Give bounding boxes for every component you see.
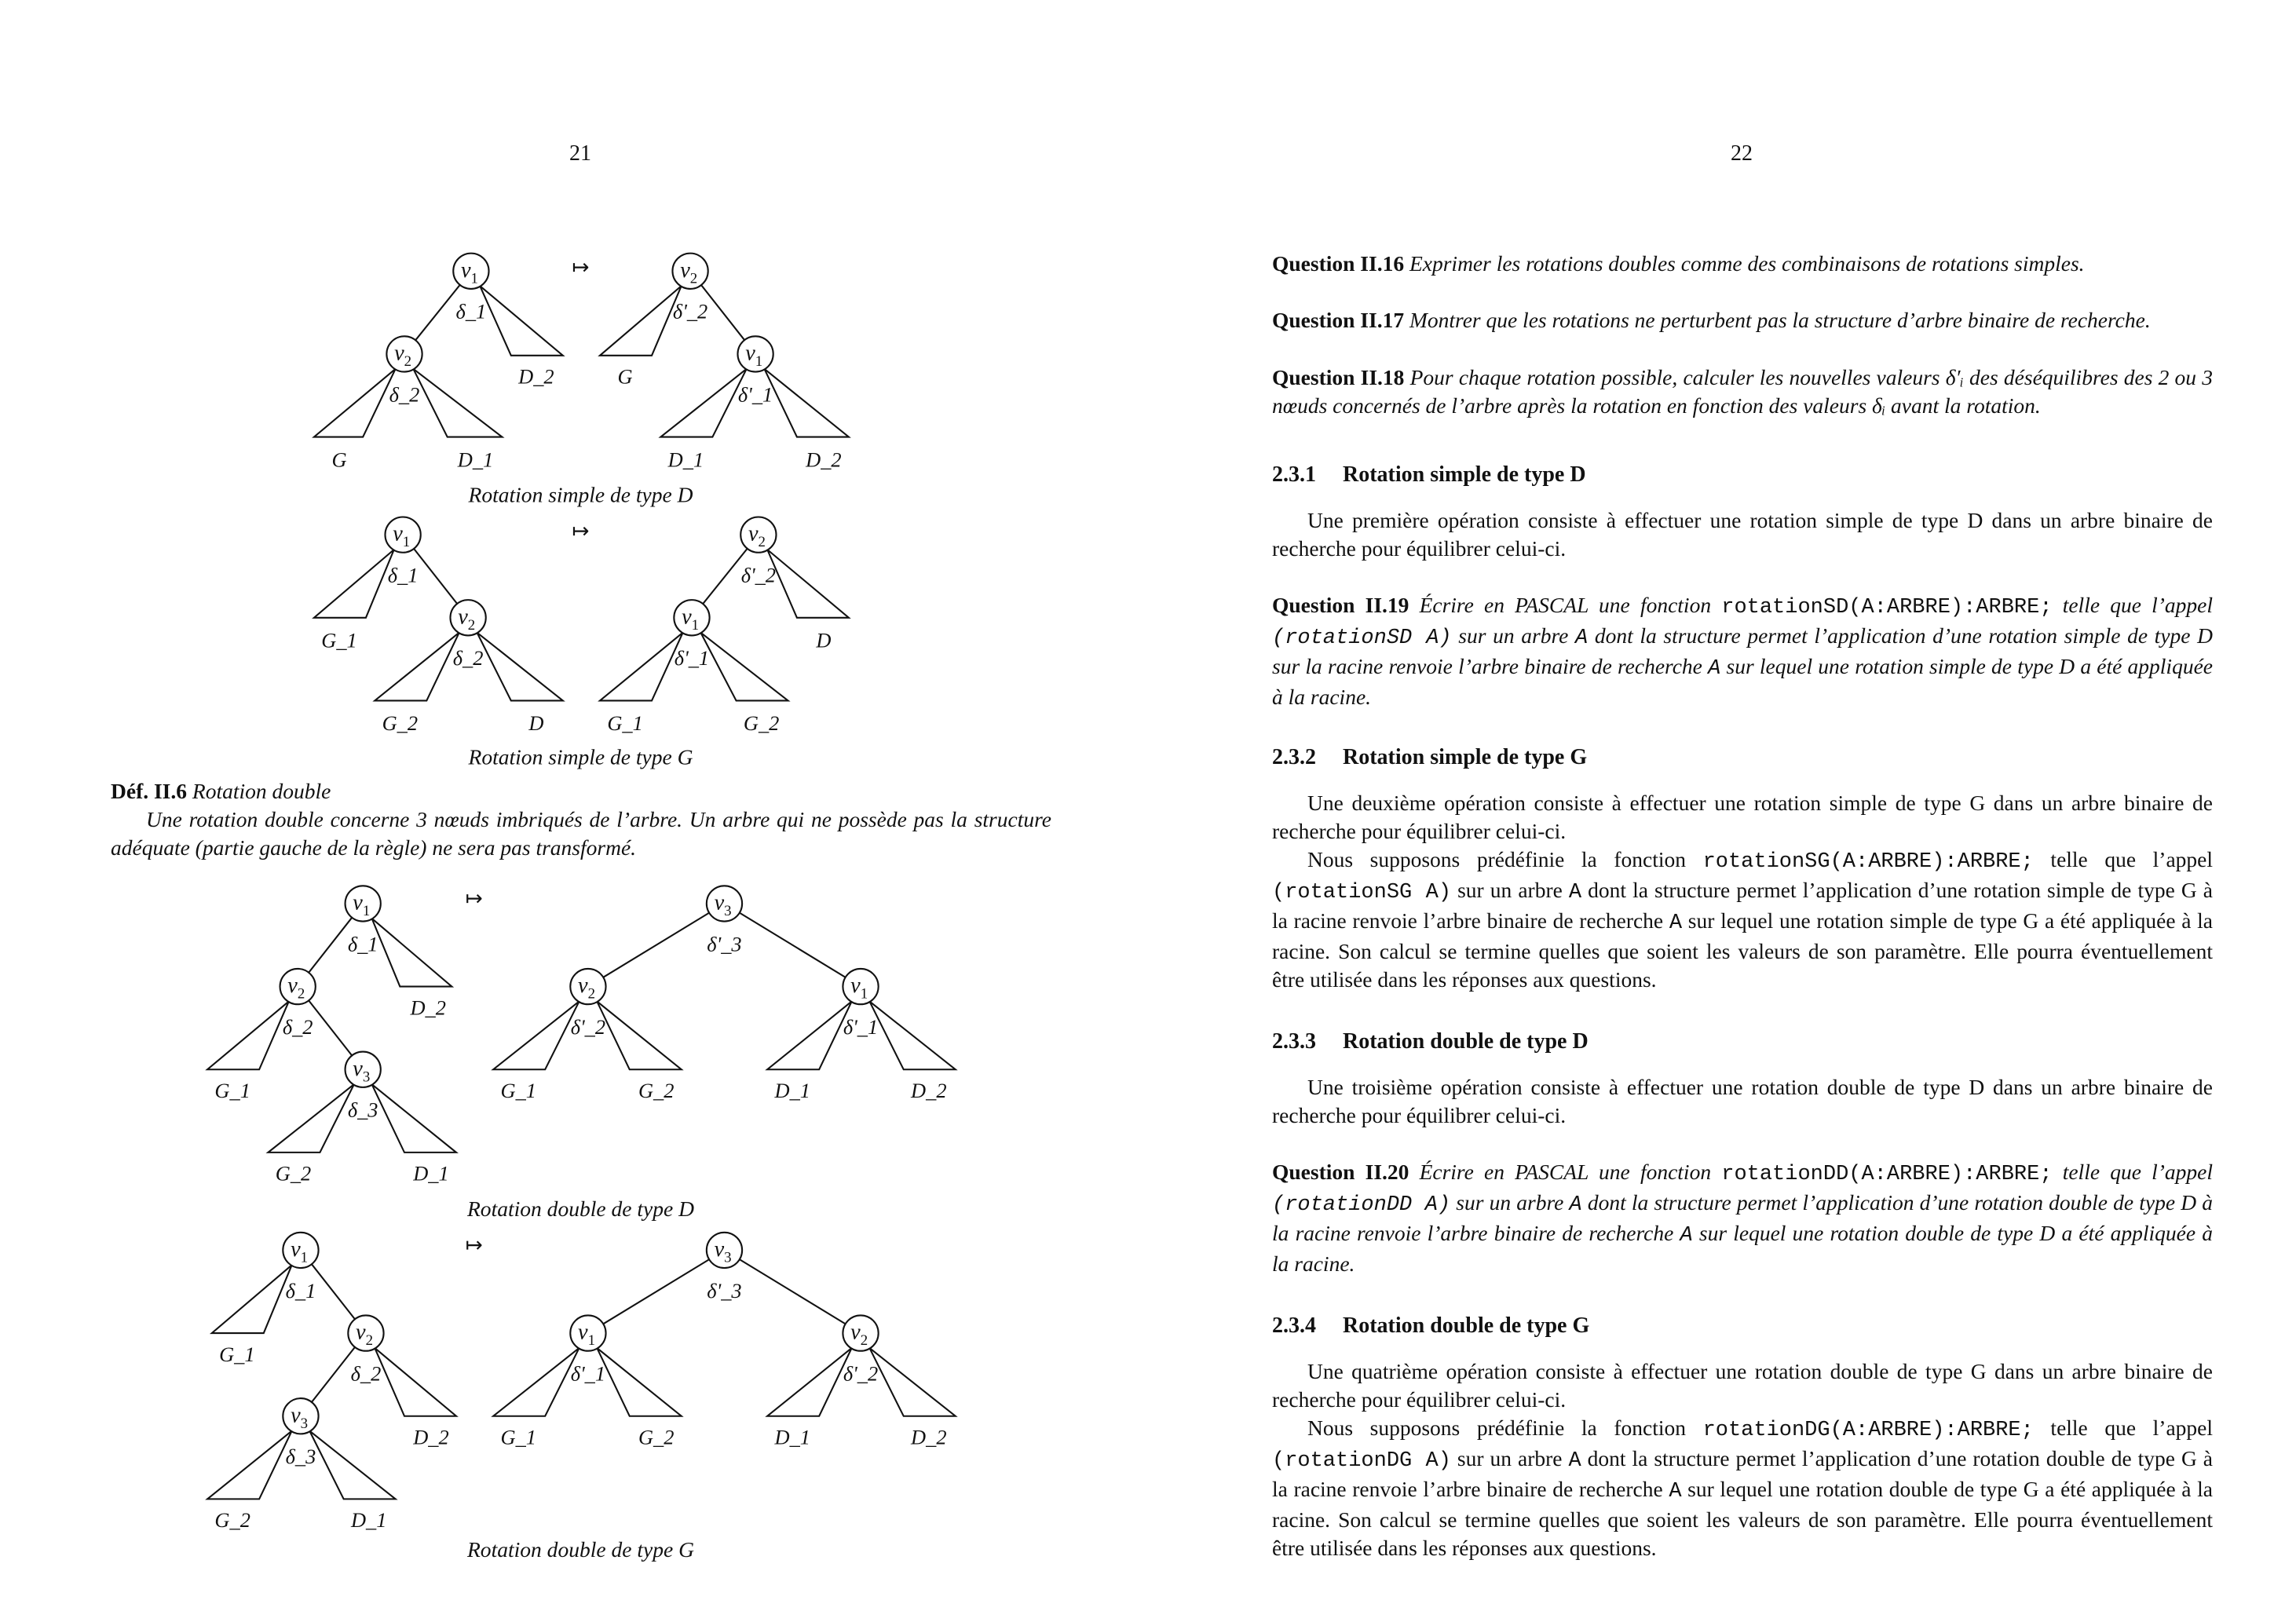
balance-label: δ'_1 [843, 1014, 879, 1039]
definition-title [111, 777, 1051, 806]
balance-label: δ_2 [350, 1361, 382, 1386]
tree-edge [588, 1250, 725, 1333]
diagram-caption: Rotation double de type G [466, 1536, 694, 1562]
balance-label: δ_3 [347, 1098, 378, 1122]
node-label: $v_2$ [850, 1320, 868, 1350]
question-II-19 [1272, 591, 2213, 711]
text-segment: Rotation double [187, 779, 331, 803]
subtree-triangle [371, 919, 452, 987]
subtree-triangle [767, 1001, 852, 1069]
subtree-triangle [493, 1348, 579, 1416]
node-label: $v_2$ [356, 1320, 374, 1350]
section-heading-2-3-1 [1272, 461, 2213, 489]
text-segment: Une deuxième opération consiste à effectuer une rotation simple de type G dans un arbre binaire de recherche pour équilibrer celui-ci. [1272, 791, 2213, 843]
balance-label: δ'_1 [674, 646, 710, 670]
section-heading-2-3-2 [1272, 743, 2213, 772]
subtree-label: G_2 [743, 711, 780, 736]
subtree-triangle [480, 286, 563, 356]
code-text: A [1669, 1480, 1682, 1503]
subtree-label: G_2 [275, 1161, 312, 1185]
text-segment: sur un arbre [1450, 1190, 1570, 1215]
balance-label: δ'_3 [707, 932, 742, 956]
tree-before [207, 1233, 456, 1532]
text-segment: telle que l’appel [2052, 1160, 2214, 1184]
rotation-diagram [207, 886, 956, 1221]
code-text: A [1669, 911, 1683, 935]
subtree-label: G_1 [500, 1079, 536, 1103]
text-segment: Une première opération consiste à effectuer une rotation simple de type D dans un arbre binaire de recherche pour équilibrer celui-ci. [1272, 508, 2213, 561]
subtree-label: G_2 [638, 1425, 675, 1449]
rotation-diagram [207, 1233, 956, 1562]
text-segment: Pour chaque rotation possible, calculer les nouvelles valeurs δ′ᵢ des déséquilibres des 2 ou 3 nœuds concernés de l’arbre après la rotation en fonction des valeurs δᵢ avant la rotation. [1272, 365, 2213, 418]
tree-edge [724, 904, 861, 987]
diagram-caption: Rotation simple de type D [468, 482, 693, 507]
subtree-label: D_1 [457, 448, 494, 472]
subtree-label: D_2 [911, 1425, 947, 1449]
section-title: Rotation simple de type G [1343, 745, 1588, 769]
section-number: 2.3.4 [1272, 1313, 1316, 1338]
subtree-label: G_1 [219, 1342, 255, 1366]
question-II-16 [1272, 250, 2213, 278]
text-segment: Une rotation double concerne 3 nœuds imbriqués de l’arbre. Un arbre qui ne possède pas la structure adéquate (partie gauche de la règle) ne sera pas transformé. [111, 807, 1051, 860]
node-label: $v_1$ [682, 605, 700, 634]
code-text: A [1574, 627, 1589, 650]
label-bold: Question II.19 [1272, 593, 1409, 617]
balance-label: δ_1 [285, 1278, 316, 1302]
subtree-triangle [493, 1001, 579, 1069]
code-text: A [1708, 657, 1721, 681]
text-segment: sur un arbre [1450, 1446, 1569, 1470]
rotation-diagram [314, 254, 849, 507]
maps-to-arrow-icon: ↦ [465, 1233, 483, 1258]
node-label: $v_2$ [680, 258, 698, 287]
text-segment: sur un arbre [1451, 878, 1569, 902]
subtree-triangle [375, 633, 459, 701]
code-text: A [1568, 881, 1582, 904]
section-number: 2.3.2 [1272, 745, 1316, 769]
subtree-triangle [660, 369, 746, 437]
tree-after [493, 886, 956, 1102]
balance-label: δ'_1 [570, 1361, 606, 1386]
balance-label: δ'_3 [707, 1278, 742, 1302]
node-label: $v_2$ [287, 974, 305, 1003]
subtree-label: D [528, 711, 544, 736]
code-text: (rotationSG A) [1272, 881, 1452, 904]
code-text: A [1569, 1193, 1582, 1217]
code-text: (rotationSD A) [1272, 627, 1452, 650]
subtree-triangle [767, 1348, 852, 1416]
subtree-label: D_2 [911, 1079, 947, 1103]
code-text: rotationDD(A:ARBRE):ARBRE; [1721, 1163, 2053, 1186]
subtree-triangle [700, 633, 788, 701]
subtree-label: G_2 [382, 711, 419, 736]
label-bold: Déf. II.6 [111, 779, 188, 803]
subtree-triangle [207, 1431, 292, 1500]
node-label: $v_3$ [291, 1403, 309, 1432]
question-II-20 [1272, 1158, 2213, 1278]
section-title: Rotation simple de type D [1343, 462, 1586, 487]
tree-after [493, 1233, 956, 1449]
paragraph-2-3-4-a [1272, 1357, 2213, 1414]
node-label: $v_1$ [393, 521, 411, 551]
subtree-label: G_2 [638, 1079, 675, 1103]
subtree-triangle [314, 550, 394, 618]
subtree-label: G_1 [321, 628, 357, 652]
question-II-18 [1272, 363, 2213, 420]
text-segment: dont la structure permet l’application d’une rotation simple de type D sur la racine renvoie l’arbre binaire de recherche [1272, 623, 2213, 678]
section-number: 2.3.1 [1272, 462, 1316, 487]
subtree-label: D [816, 628, 832, 652]
text-segment: Montrer que les rotations ne perturbent pas la structure d’arbre binaire de recherche. [1404, 308, 2151, 332]
node-label: $v_2$ [394, 341, 412, 371]
subtree-triangle [597, 1348, 682, 1416]
section-title: Rotation double de type D [1343, 1029, 1589, 1054]
code-text: rotationDG(A:ARBRE):ARBRE; [1702, 1419, 2034, 1442]
node-label: $v_2$ [458, 605, 476, 634]
subtree-triangle [309, 1431, 395, 1500]
subtree-triangle [375, 1348, 456, 1416]
page-number-right: 22 [1731, 141, 1753, 166]
paragraph-2-3-3 [1272, 1073, 2213, 1130]
node-label: $v_1$ [850, 974, 868, 1003]
subtree-label: G_1 [607, 711, 643, 736]
text-segment: telle que l’appel [2033, 1416, 2213, 1440]
question-II-17 [1272, 306, 2213, 334]
subtree-label: G_1 [214, 1079, 250, 1103]
balance-label: δ'_2 [843, 1361, 879, 1386]
node-label: $v_2$ [748, 521, 766, 551]
diagram-caption: Rotation double de type D [466, 1196, 694, 1222]
paragraph-2-3-1 [1272, 506, 2213, 563]
balance-label: δ_2 [282, 1014, 313, 1039]
subtree-triangle [477, 633, 562, 701]
maps-to-arrow-icon: ↦ [572, 518, 590, 543]
section-heading-2-3-4 [1272, 1312, 2213, 1340]
node-label: $v_2$ [578, 974, 596, 1003]
subtree-triangle [764, 369, 849, 437]
balance-label: δ'_1 [737, 382, 773, 407]
tree-before [314, 517, 563, 735]
code-text: A [1680, 1224, 1693, 1248]
balance-label: δ'_2 [740, 563, 777, 587]
section-title: Rotation double de type G [1343, 1313, 1590, 1338]
code-text: (rotationDG A) [1272, 1449, 1451, 1473]
subtree-label: D_1 [350, 1508, 387, 1532]
code-text: rotationSG(A:ARBRE):ARBRE; [1702, 850, 2034, 874]
code-text: (rotationDD A) [1272, 1193, 1451, 1217]
paragraph-2-3-2-a [1272, 789, 2213, 846]
paragraph-2-3-4-b [1272, 1414, 2213, 1562]
subtree-triangle [600, 286, 682, 356]
node-label: $v_1$ [745, 341, 763, 371]
subtree-triangle [413, 369, 502, 437]
subtree-label: D_2 [410, 995, 446, 1020]
subtree-label: D_2 [806, 448, 842, 472]
subtree-label: G [617, 364, 633, 389]
subtree-triangle [869, 1348, 955, 1416]
maps-to-arrow-icon: ↦ [465, 886, 483, 911]
text-segment: dont la structure permet l’application d’une rotation simple de type G à la racine renvoie l’arbre binaire de recherche [1272, 878, 2213, 933]
subtree-triangle [207, 1001, 289, 1069]
subtree-label: G_1 [500, 1425, 536, 1449]
section-number: 2.3.3 [1272, 1029, 1316, 1054]
text-segment: Écrire en PASCAL une fonction [1409, 593, 1722, 617]
balance-label: δ_2 [452, 646, 484, 670]
node-label: $v_3$ [714, 890, 732, 920]
text-segment: Exprimer les rotations doubles comme des combinaisons de rotations simples. [1404, 251, 2085, 276]
code-text: rotationSD(A:ARBRE):ARBRE; [1721, 596, 2053, 619]
subtree-label: D_2 [518, 364, 554, 389]
text-segment: Écrire en PASCAL une fonction [1409, 1160, 1722, 1184]
text-segment: dont la structure permet l’application d’une rotation double de type G à la racine renvoie l’arbre binaire de recherche [1272, 1446, 2214, 1501]
subtree-label: D_1 [667, 448, 704, 472]
text-segment: telle que l’appel [2052, 593, 2214, 617]
page-number-left: 21 [569, 141, 591, 166]
subtree-label: G [331, 448, 347, 472]
tree-edge [588, 904, 725, 987]
tree-before [314, 254, 563, 472]
subtree-triangle [314, 369, 396, 437]
subtree-triangle [767, 550, 849, 618]
text-segment: sur un arbre [1451, 623, 1575, 648]
tree-after [600, 254, 849, 472]
code-text: A [1568, 1449, 1581, 1473]
subtree-triangle [869, 1001, 955, 1069]
node-label: $v_1$ [578, 1320, 596, 1350]
balance-label: δ'_2 [672, 299, 708, 323]
label-bold: Question II.17 [1272, 308, 1405, 332]
balance-label: δ_1 [455, 299, 487, 323]
text-segment: telle que l’appel [2033, 847, 2213, 871]
subtree-label: G_2 [214, 1508, 250, 1532]
node-label: $v_1$ [353, 890, 371, 920]
subtree-triangle [371, 1084, 456, 1153]
node-label: $v_3$ [353, 1056, 371, 1086]
node-label: $v_3$ [714, 1237, 732, 1266]
subtree-triangle [597, 1001, 682, 1069]
text-segment: sur lequel une rotation simple de type D a été appliquée à la racine. [1272, 654, 2213, 709]
balance-label: δ_1 [387, 563, 419, 587]
tree-before [207, 886, 456, 1185]
balance-label: δ_2 [389, 382, 420, 407]
subtree-label: D_1 [774, 1425, 810, 1449]
tree-after [600, 517, 849, 735]
text-segment: sur lequel une rotation double de type D a été appliquée à la racine. [1272, 1221, 2213, 1276]
balance-label: δ_3 [285, 1445, 316, 1469]
text-segment: Nous supposons prédéfinie la fonction [1307, 1416, 1703, 1440]
subtree-triangle [268, 1084, 353, 1153]
rotation-diagram [314, 517, 849, 769]
diagram-caption: Rotation simple de type G [468, 744, 693, 769]
text-segment: sur lequel une rotation double de type G a été appliquée à la racine. Son calcul se termine quelles que soient les valeurs de son paramètre. Elle pourra éventuellement être utilisée dans les réponses aux questions. [1272, 1477, 2213, 1560]
paragraph-2-3-2-b [1272, 846, 2213, 994]
text-segment: dont la structure permet l’application d’une rotation double de type D à la racine renvoie l’arbre binaire de recherche [1272, 1190, 2213, 1245]
subtree-label: D_2 [413, 1425, 449, 1449]
node-label: $v_1$ [291, 1237, 309, 1266]
subtree-label: D_1 [774, 1079, 810, 1103]
balance-label: δ'_2 [570, 1014, 606, 1039]
node-label: $v_1$ [461, 258, 479, 287]
text-segment: Une troisième opération consiste à effectuer une rotation double de type D dans un arbre binaire de recherche pour équilibrer celui-ci. [1272, 1075, 2213, 1127]
subtree-triangle [212, 1265, 292, 1333]
label-bold: Question II.20 [1272, 1160, 1409, 1184]
text-segment: Nous supposons prédéfinie la fonction [1307, 847, 1703, 871]
definition-body [111, 806, 1051, 862]
text-segment: sur lequel une rotation simple de type G a été appliquée à la racine. Son calcul se termine quelles que soient les valeurs de son paramètre. Elle pourra éventuellement être utilisée dans les réponses aux questions. [1272, 908, 2213, 992]
section-heading-2-3-3 [1272, 1028, 2213, 1056]
text-segment: Une quatrième opération consiste à effectuer une rotation double de type G dans un arbre binaire de recherche pour équilibrer celui-ci. [1272, 1359, 2213, 1412]
tree-edge [724, 1250, 861, 1333]
label-bold: Question II.16 [1272, 251, 1405, 276]
label-bold: Question II.18 [1272, 365, 1405, 389]
maps-to-arrow-icon: ↦ [572, 255, 590, 280]
subtree-label: D_1 [413, 1161, 449, 1185]
subtree-triangle [600, 633, 683, 701]
balance-label: δ_1 [347, 932, 378, 956]
